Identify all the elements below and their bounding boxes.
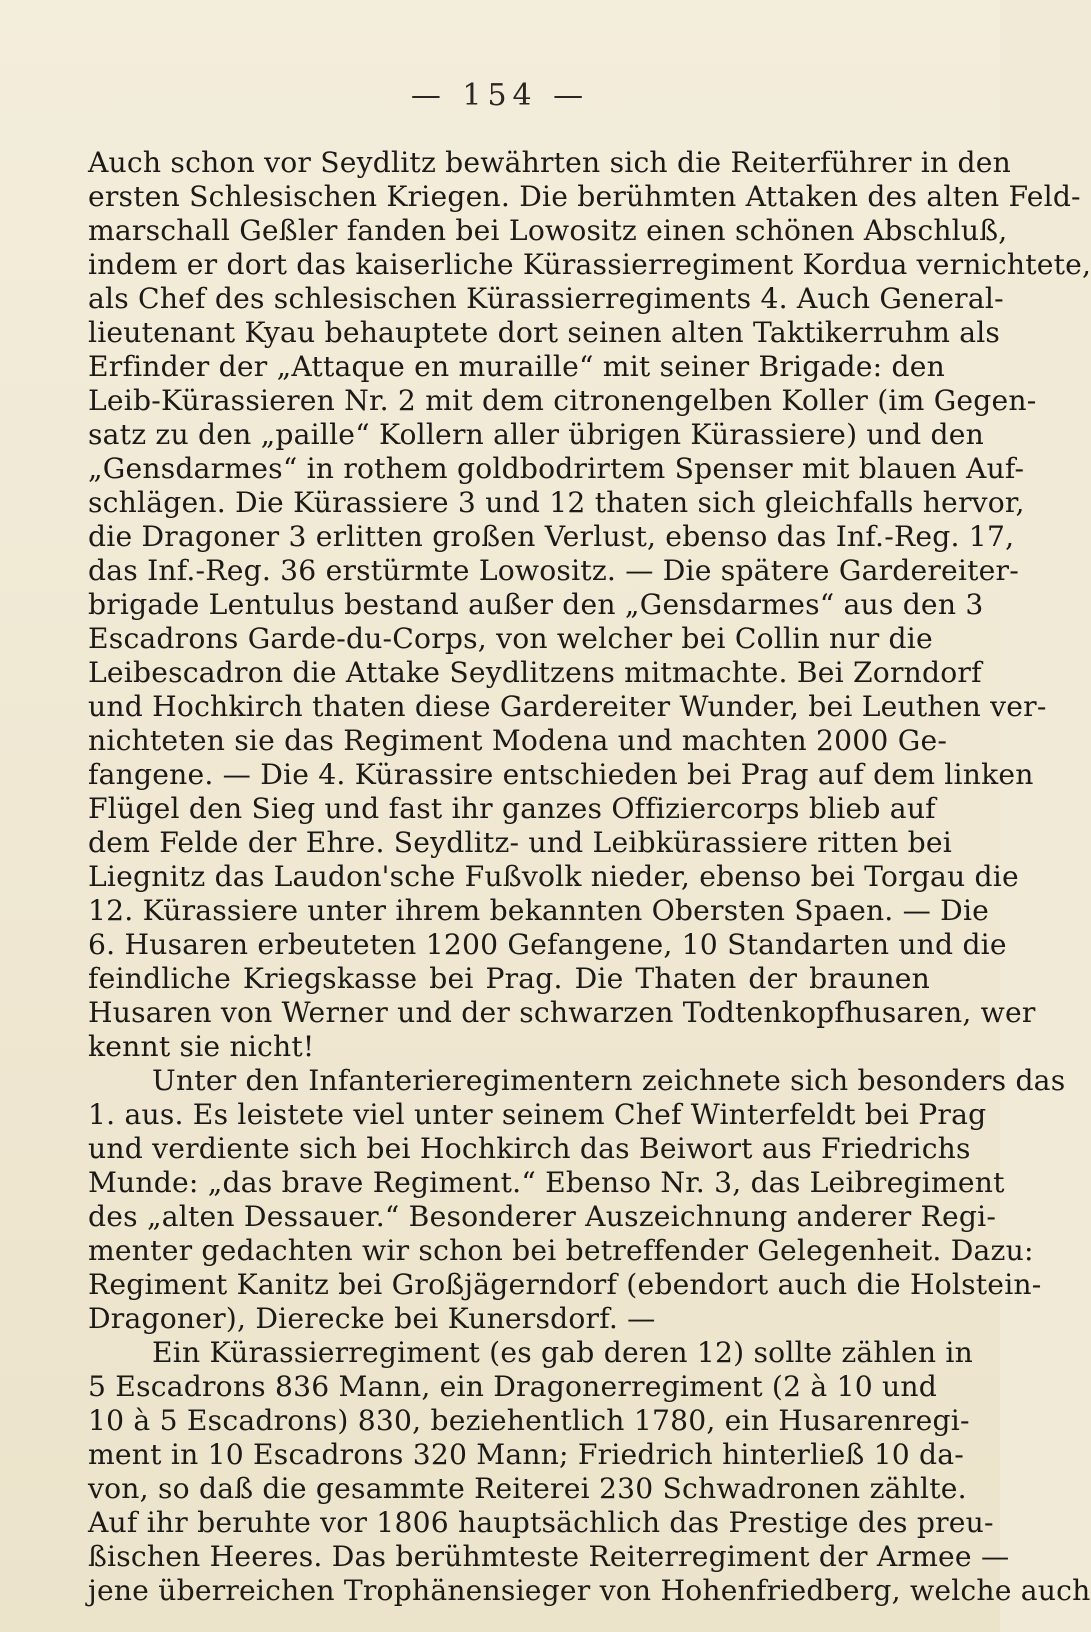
text-line: die Dragoner 3 erlitten großen Verlust, ebenso das Inf.-Reg. 17, <box>88 520 1015 553</box>
text-line: 6. Husaren erbeuteten 1200 Gefangene, 10 Standarten und die <box>88 928 1007 961</box>
text-line: Flügel den Sieg und fast ihr ganzes Offiziercorps blieb auf <box>88 792 936 825</box>
text-line: kennt sie nicht! <box>88 1030 315 1063</box>
text-line: feindliche Kriegskasse bei Prag. Die Thaten der braunen <box>88 962 930 995</box>
text-line: des „alten Dessauer.“ Besonderer Auszeichnung anderer Regi- <box>88 1200 997 1233</box>
paragraph-3 <box>88 1336 1091 1608</box>
text-line: das Inf.-Reg. 36 erstürmte Lowositz. — Die spätere Gardereiter- <box>88 554 1019 587</box>
text-line: Leibescadron die Attake Seydlitzens mitmachte. Bei Zorndorf <box>88 656 982 689</box>
text-line: schlägen. Die Kürassiere 3 und 12 thaten sich gleichfalls hervor, <box>88 486 1025 519</box>
text-line: satz zu den „paille“ Kollern aller übrigen Kürassiere) und den <box>88 418 985 451</box>
body-text <box>88 146 1091 1608</box>
text-line: Husaren von Werner und der schwarzen Todtenkopfhusaren, wer <box>88 996 1036 1029</box>
text-line: Regiment Kanitz bei Großjägerndorf (ebendort auch die Holstein- <box>88 1268 1042 1301</box>
text-line: 10 à 5 Escadrons) 830, beziehentlich 1780, ein Husarenregi- <box>88 1404 970 1437</box>
text-line: Auf ihr beruhte vor 1806 hauptsächlich das Prestige des preu- <box>88 1506 994 1539</box>
text-line: Erfinder der „Attaque en muraille“ mit seiner Brigade: den <box>88 350 945 383</box>
page-number: — 154 — <box>410 78 590 113</box>
text-line: ßischen Heeres. Das berühmteste Reiterregiment der Armee — <box>88 1540 1010 1573</box>
text-line: brigade Lentulus bestand außer den „Gensdarmes“ aus den 3 <box>88 588 984 621</box>
text-line: und verdiente sich bei Hochkirch das Beiwort aus Friedrichs <box>88 1132 971 1165</box>
text-line: marschall Geßler fanden bei Lowositz einen schönen Abschluß, <box>88 214 1008 247</box>
text-line: 12. Kürassiere unter ihrem bekannten Obersten Spaen. — Die <box>88 894 990 927</box>
text-line: dem Felde der Ehre. Seydlitz- und Leibkürassiere ritten bei <box>88 826 952 859</box>
text-line: menter gedachten wir schon bei betreffender Gelegenheit. Dazu: <box>88 1234 1034 1267</box>
text-line: Dragoner), Dierecke bei Kunersdorf. — <box>88 1302 656 1335</box>
text-line: fangene. — Die 4. Kürassire entschieden bei Prag auf dem linken <box>88 758 1034 791</box>
text-line: und Hochkirch thaten diese Gardereiter Wunder, bei Leuthen ver- <box>88 690 1047 723</box>
text-line: Unter den Infanterieregimentern zeichnete sich besonders das <box>152 1064 1066 1097</box>
text-line: Leib-Kürassieren Nr. 2 mit dem citronengelben Koller (im Gegen- <box>88 384 1037 417</box>
text-line: Auch schon vor Seydlitz bewährten sich die Reiterführer in den <box>88 146 1011 179</box>
text-line: Escadrons Garde-du-Corps, von welcher bei Collin nur die <box>88 622 933 655</box>
text-line: als Chef des schlesischen Kürassierregiments 4. Auch General- <box>88 282 1004 315</box>
text-line: Liegnitz das Laudon'sche Fußvolk nieder, ebenso bei Torgau die <box>88 860 1019 893</box>
text-line: Munde: „das brave Regiment.“ Ebenso Nr. 3, das Leibregiment <box>88 1166 1005 1199</box>
text-line: nichteten sie das Regiment Modena und machten 2000 Ge- <box>88 724 948 757</box>
text-line: ment in 10 Escadrons 320 Mann; Friedrich hinterließ 10 da- <box>88 1438 964 1471</box>
text-line: jene überreichen Trophänensieger von Hohenfriedberg, welche auch <box>88 1574 1091 1607</box>
text-line: „Gensdarmes“ in rothem goldbodrirtem Spenser mit blauen Auf- <box>88 452 1025 485</box>
text-line: Ein Kürassierregiment (es gab deren 12) sollte zählen in <box>152 1336 973 1369</box>
text-line: 5 Escadrons 836 Mann, ein Dragonerregiment (2 à 10 und <box>88 1370 937 1403</box>
text-line: lieutenant Kyau behauptete dort seinen alten Taktikerruhm als <box>88 316 1001 349</box>
paragraph-1 <box>88 146 1091 1064</box>
paragraph-2 <box>88 1064 1066 1336</box>
text-line: von, so daß die gesammte Reiterei 230 Schwadronen zählte. <box>88 1472 967 1505</box>
text-line: ersten Schlesischen Kriegen. Die berühmten Attaken des alten Feld- <box>88 180 1081 213</box>
text-line: indem er dort das kaiserliche Kürassierregiment Kordua vernichtete, <box>88 248 1091 281</box>
text-line: 1. aus. Es leistete viel unter seinem Chef Winterfeldt bei Prag <box>88 1098 987 1131</box>
